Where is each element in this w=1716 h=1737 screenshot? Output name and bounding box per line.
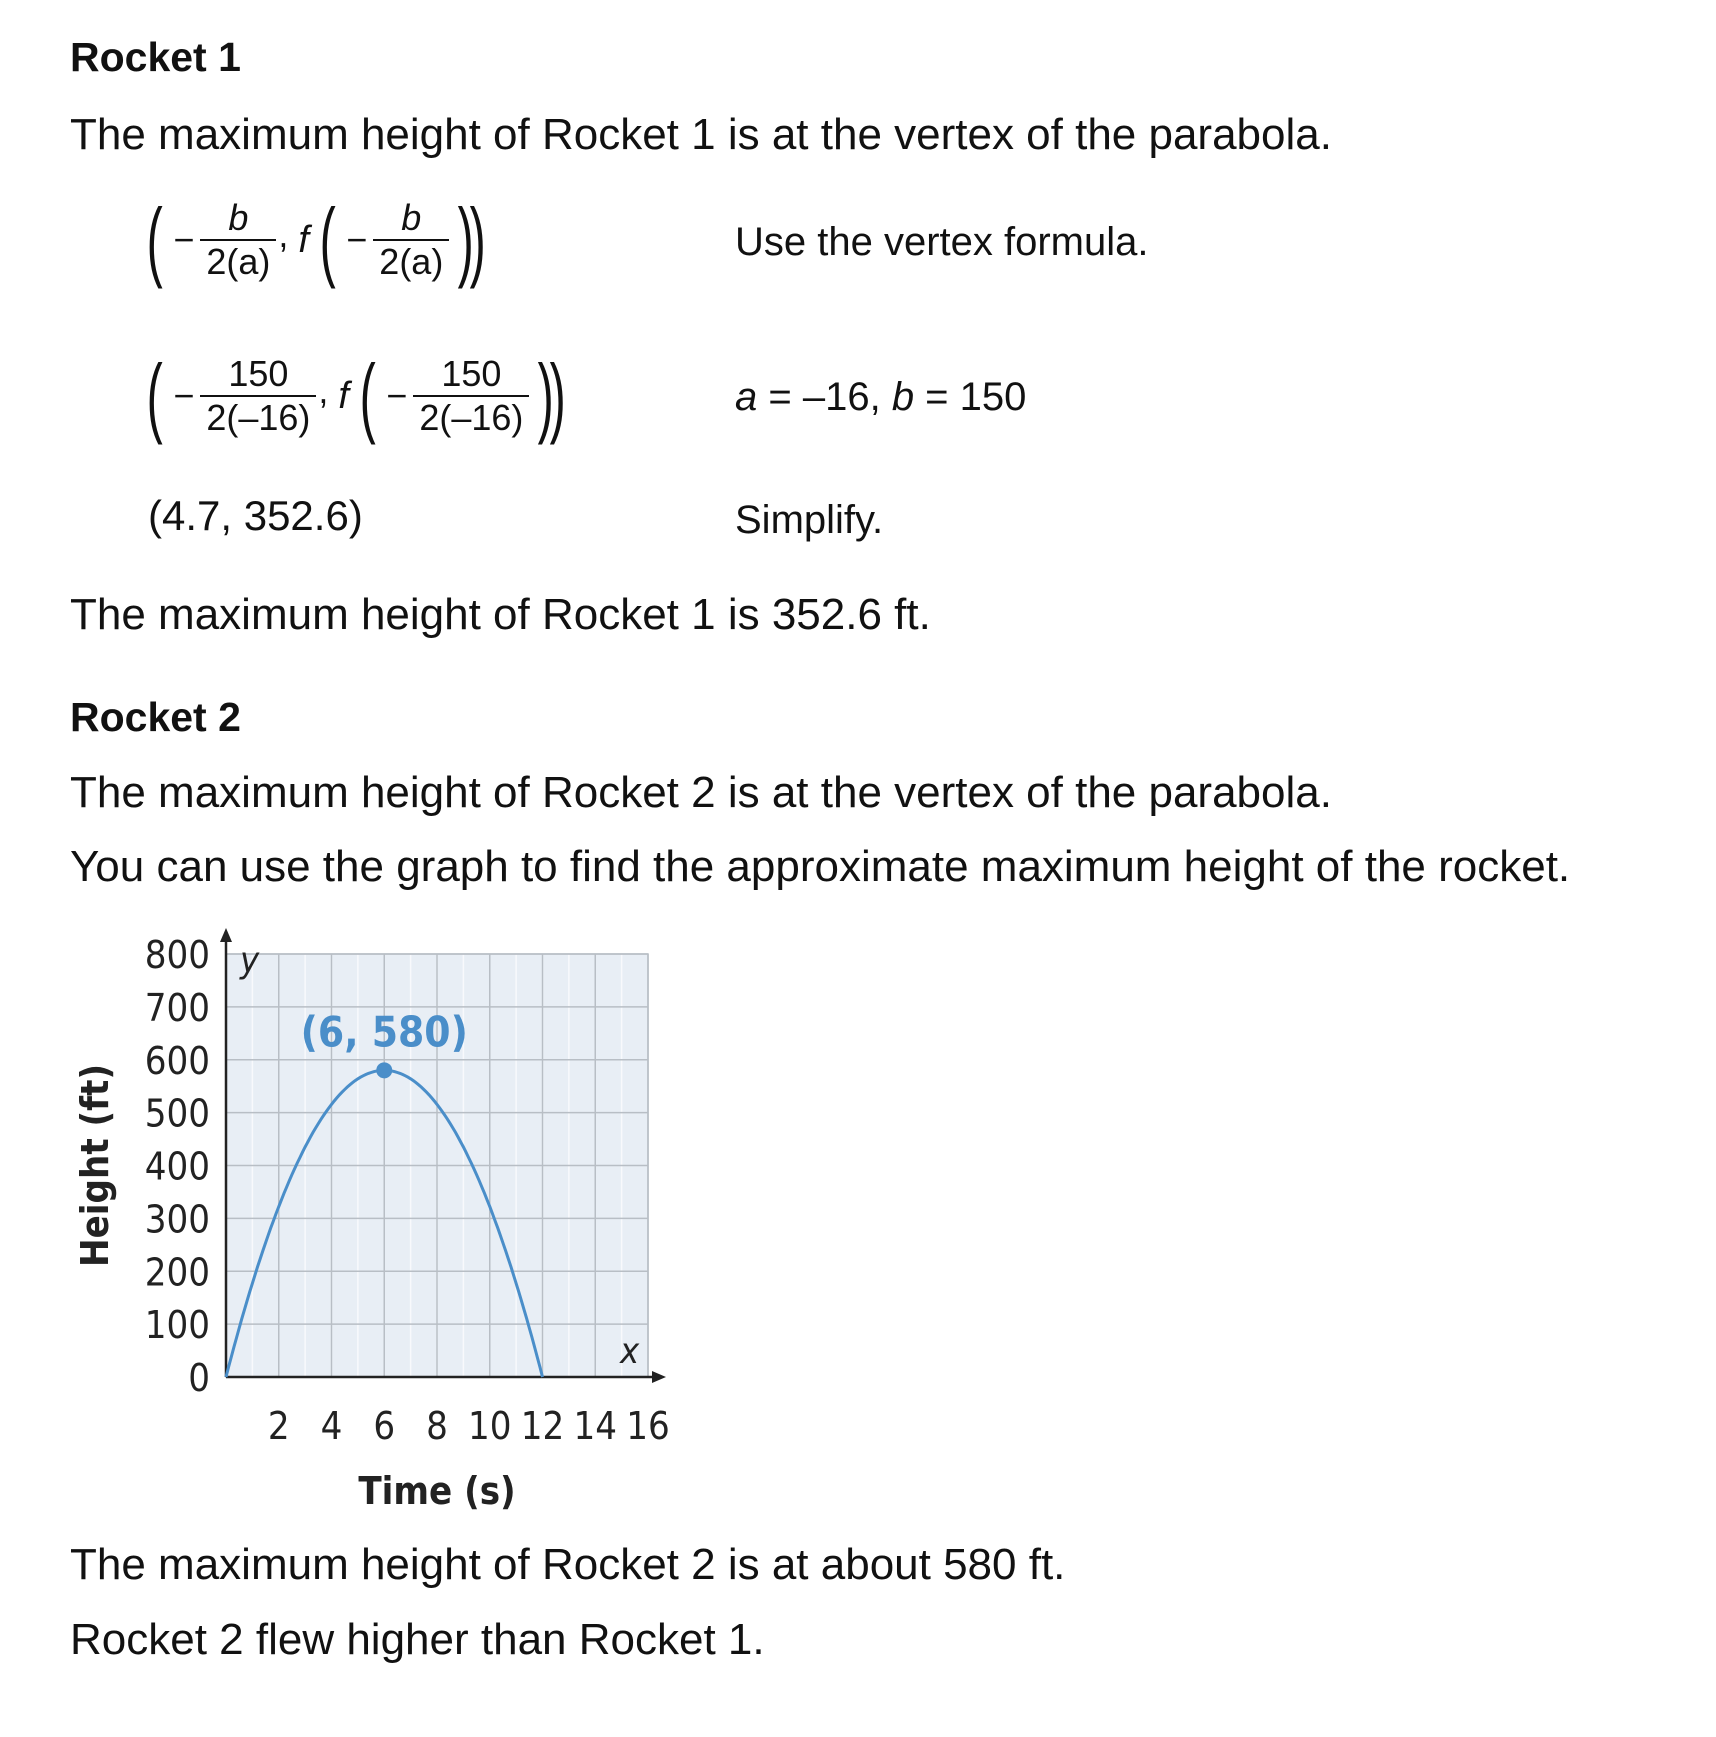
rocket2-heading: Rocket 2 bbox=[70, 694, 241, 740]
step1-note: Use the vertex formula. bbox=[735, 220, 1149, 264]
vertex-label: (6, 580) bbox=[300, 1007, 468, 1057]
rocket2-intro: The maximum height of Rocket 2 is at the vertex of the parabola. bbox=[70, 768, 1332, 817]
vertex-result: (4.7, 352.6) bbox=[148, 492, 363, 539]
step2-note: a = –16, b = 150 bbox=[735, 375, 1027, 419]
fraction-numerator: 150 bbox=[441, 353, 502, 395]
y-axis-letter: y bbox=[240, 940, 260, 981]
variable-a: a bbox=[735, 375, 758, 419]
x-axis-letter: x bbox=[620, 1331, 640, 1372]
x-tick-label: 8 bbox=[426, 1404, 448, 1448]
x-tick-label: 2 bbox=[267, 1404, 290, 1448]
x-axis-title: Time (s) bbox=[358, 1469, 516, 1513]
y-tick-label: 500 bbox=[144, 1091, 210, 1136]
y-tick-label: 700 bbox=[144, 985, 210, 1030]
function-symbol: f bbox=[298, 218, 309, 261]
rocket1-intro: The maximum height of Rocket 1 is at the vertex of the parabola. bbox=[70, 110, 1332, 159]
y-tick-label: 0 bbox=[188, 1356, 210, 1400]
fraction-denominator: 2(–16) bbox=[200, 395, 316, 437]
y-tick-label: 200 bbox=[144, 1250, 210, 1295]
variable-b: b bbox=[891, 375, 915, 419]
rocket2-final-statement: Rocket 2 flew higher than Rocket 1. bbox=[70, 1615, 765, 1664]
fraction-numerator: b bbox=[228, 197, 249, 239]
x-tick-label: 6 bbox=[373, 1404, 396, 1448]
fraction-denominator: 2(a) bbox=[373, 239, 449, 281]
y-axis-title: Height (ft) bbox=[73, 1063, 117, 1268]
x-tick-label: 10 bbox=[468, 1404, 512, 1448]
step3-note: Simplify. bbox=[735, 498, 884, 542]
rocket2-conclusion: The maximum height of Rocket 2 is at about 580 ft. bbox=[70, 1540, 1066, 1589]
y-axis-arrow bbox=[220, 928, 232, 942]
vertex-point bbox=[376, 1062, 392, 1078]
rocket2-intro2: You can use the graph to find the approximate maximum height of the rocket. bbox=[70, 842, 1571, 891]
fraction-denominator: 2(a) bbox=[200, 239, 276, 281]
x-axis-arrow bbox=[652, 1371, 666, 1383]
vertex-substitution-expression: ( − $\frac{150}{2(-16)}$ , f ( − $\frac{150}{2(-16)}$ ) ) bbox=[146, 346, 566, 445]
y-tick-label: 100 bbox=[144, 1303, 210, 1348]
y-tick-label: 600 bbox=[144, 1038, 210, 1083]
fraction-numerator: b bbox=[401, 197, 422, 239]
function-symbol: f bbox=[338, 374, 349, 417]
x-tick-label: 16 bbox=[626, 1404, 670, 1448]
y-tick-label: 400 bbox=[144, 1144, 210, 1189]
x-tick-label: 12 bbox=[520, 1404, 565, 1448]
rocket1-heading: Rocket 1 bbox=[70, 34, 241, 80]
rocket1-conclusion: The maximum height of Rocket 1 is 352.6 ft. bbox=[70, 590, 931, 639]
x-tick-label: 14 bbox=[573, 1404, 617, 1448]
y-tick-label: 800 bbox=[144, 933, 210, 977]
x-tick-label: 4 bbox=[320, 1404, 343, 1448]
vertex-formula-expression: ( − $\frac{b}{2(a)}$ , f ( − $\frac{b}{2(a)}$ ) ) bbox=[146, 190, 486, 289]
fraction-numerator: 150 bbox=[228, 353, 289, 395]
fraction-denominator: 2(–16) bbox=[413, 395, 529, 437]
y-tick-label: 300 bbox=[144, 1197, 210, 1242]
